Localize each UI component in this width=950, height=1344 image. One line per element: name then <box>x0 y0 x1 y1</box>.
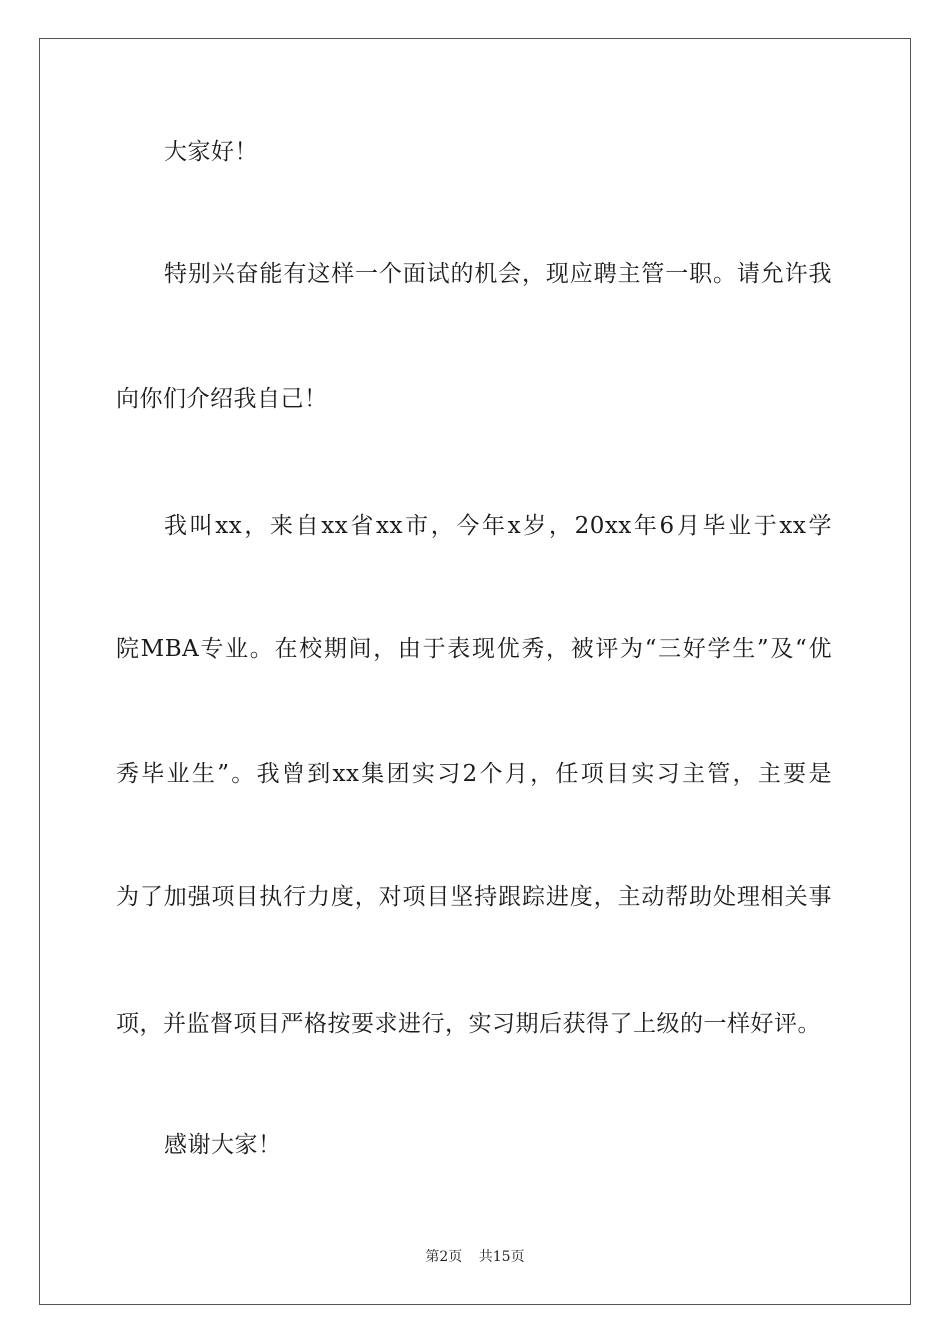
paragraph-line: 秀毕业生”。我曾到xx集团实习2个月，任项目实习主管，主要是 <box>116 761 832 787</box>
paragraph-line: 我叫xx，来自xx省xx市，今年x岁，20xx年6月毕业于xx学 <box>164 513 832 539</box>
paragraph-line: 项，并监督项目严格按要求进行，实习期后获得了上级的一样好评。 <box>116 1011 821 1037</box>
paragraph-line: 向你们介绍我自己！ <box>116 386 328 412</box>
page-number: 第2页 <box>425 1249 463 1265</box>
page-frame <box>39 38 911 1305</box>
closing-line: 感谢大家！ <box>164 1132 282 1158</box>
total-pages: 共15页 <box>478 1249 525 1265</box>
paragraph-line: 为了加强项目执行力度，对项目坚持跟踪进度，主动帮助处理相关事 <box>116 884 832 910</box>
page-footer <box>0 1248 950 1266</box>
greeting-line: 大家好！ <box>164 139 258 165</box>
paragraph-line: 特别兴奋能有这样一个面试的机会，现应聘主管一职。请允许我 <box>164 261 832 287</box>
paragraph-line: 院MBA专业。在校期间，由于表现优秀，被评为“三好学生”及“优 <box>116 636 832 662</box>
